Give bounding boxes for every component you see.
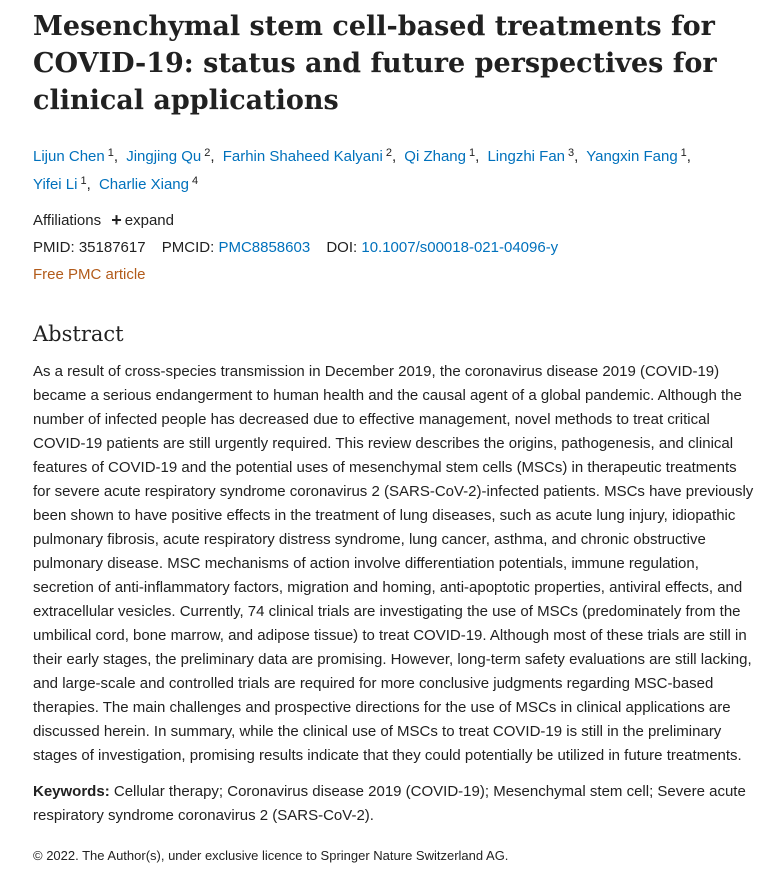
affiliation-number[interactable]: 1 (107, 147, 114, 159)
author-name[interactable]: Yangxin Fang (586, 148, 678, 165)
author-link[interactable] (99, 176, 198, 193)
abstract-text: As a result of cross-species transmission in December 2019, the coronavirus disease 2019 (COVID-19) became a serious endangerment to human health and the causal agent of a global pandemic. Although the number of infected people has decreased due to effective management, novel methods to treat critical COVID-19 patients are still urgently required. This review describes the origins, pathogenesis, and clinical features of COVID-19 and the potential uses of mesenchymal stem cells (MSCs) in therapeutic treatments for severe acute respiratory syndrome coronavirus 2 (SARS-CoV-2)-infected patients. MSCs have previously been shown to have positive effects in the treatment of lung diseases, such as acute lung injury, idiopathic pulmonary fibrosis, acute respiratory distress syndrome, lung cancer, asthma, and chronic obstructive pulmonary disease. MSC mechanisms of action involve differentiation potentials, immune regulation, secretion of anti-inflammatory factors, migration and homing, anti-apoptotic properties, antiviral effects, and extracellular vesicles. Currently, 74 clinical trials are investigating the use of MSCs (predominately from the umbilical cord, bone marrow, and adipose tissue) to treat COVID-19. Although most of these trials are still in their early stages, the preliminary data are promising. However, long-term safety evaluations are still lacking, and large-scale and controlled trials are required for more conclusive judgments regarding MSC-based therapies. The main challenges and prospective directions for the use of MSCs in clinical applications are discussed herein. In summary, while the clinical use of MSCs to treat COVID-19 is still in the preliminary stages of investigation, promising results indicate that they could potentially be utilized in future treatments. (33, 363, 754, 764)
affiliation-number[interactable]: 1 (80, 175, 87, 187)
separator: , (391, 148, 397, 165)
pmcid-link[interactable]: PMC8858603 (218, 239, 311, 256)
copyright-notice: © 2022. The Author(s), under exclusive licence to Springer Nature Switzerland AG. (33, 848, 509, 863)
identifiers-row (33, 237, 757, 259)
article-title: Mesenchymal stem cell-based treatments for COVID-19: status and future perspectives for clinical applications (33, 11, 717, 116)
author-name[interactable]: Farhin Shaheed Kalyani (222, 148, 383, 165)
author-link[interactable] (33, 176, 87, 193)
doi-label: DOI: (326, 239, 358, 256)
separator: , (86, 176, 91, 193)
authors-list (33, 141, 753, 197)
doi-link[interactable]: 10.1007/s00018-021-04096-y (361, 239, 559, 256)
author-name[interactable]: Jingjing Qu (126, 148, 202, 165)
free-article-badge: Free PMC article (33, 266, 146, 283)
author-link[interactable] (586, 148, 687, 165)
affiliation-number[interactable]: 1 (468, 147, 476, 159)
abstract-heading: Abstract (33, 322, 124, 346)
affiliations-row (33, 209, 757, 232)
keywords-text: Cellular therapy; Coronavirus disease 2019 (COVID-19); Mesenchymal stem cell; Severe acute respiratory syndrome coronavirus 2 (SARS-CoV-2). (33, 783, 746, 824)
author-link[interactable] (126, 148, 210, 165)
author-link[interactable] (223, 148, 392, 165)
separator: , (475, 148, 480, 165)
affiliation-number[interactable]: 3 (568, 147, 575, 159)
affiliation-number[interactable]: 2 (385, 147, 392, 159)
author-link[interactable] (487, 148, 574, 165)
expand-label[interactable]: expand (124, 212, 174, 229)
pmid-label: PMID: (33, 239, 75, 256)
author-link[interactable] (404, 148, 475, 165)
separator: , (686, 148, 691, 165)
author-name[interactable]: Charlie Xiang (98, 176, 189, 193)
author-name[interactable]: Lijun Chen (33, 148, 105, 165)
pmid-value: 35187617 (78, 239, 146, 256)
expand-affiliations-button[interactable] (111, 212, 174, 229)
author-name[interactable]: Yifei Li (33, 176, 78, 193)
author-name[interactable]: Lingzhi Fan (487, 148, 566, 165)
separator: , (574, 148, 579, 165)
plus-icon: + (111, 210, 122, 230)
affiliation-number[interactable]: 1 (680, 147, 687, 159)
affiliation-number[interactable]: 4 (192, 175, 199, 187)
author-name[interactable]: Qi Zhang (404, 148, 466, 165)
keywords-label: Keywords: (33, 783, 110, 800)
keywords (33, 780, 755, 828)
pmcid-label: PMCID: (161, 239, 215, 256)
separator: , (113, 148, 119, 165)
separator: , (210, 148, 215, 165)
author-link[interactable] (33, 148, 114, 165)
affiliation-number[interactable]: 2 (204, 147, 211, 159)
affiliations-label: Affiliations (33, 212, 102, 229)
